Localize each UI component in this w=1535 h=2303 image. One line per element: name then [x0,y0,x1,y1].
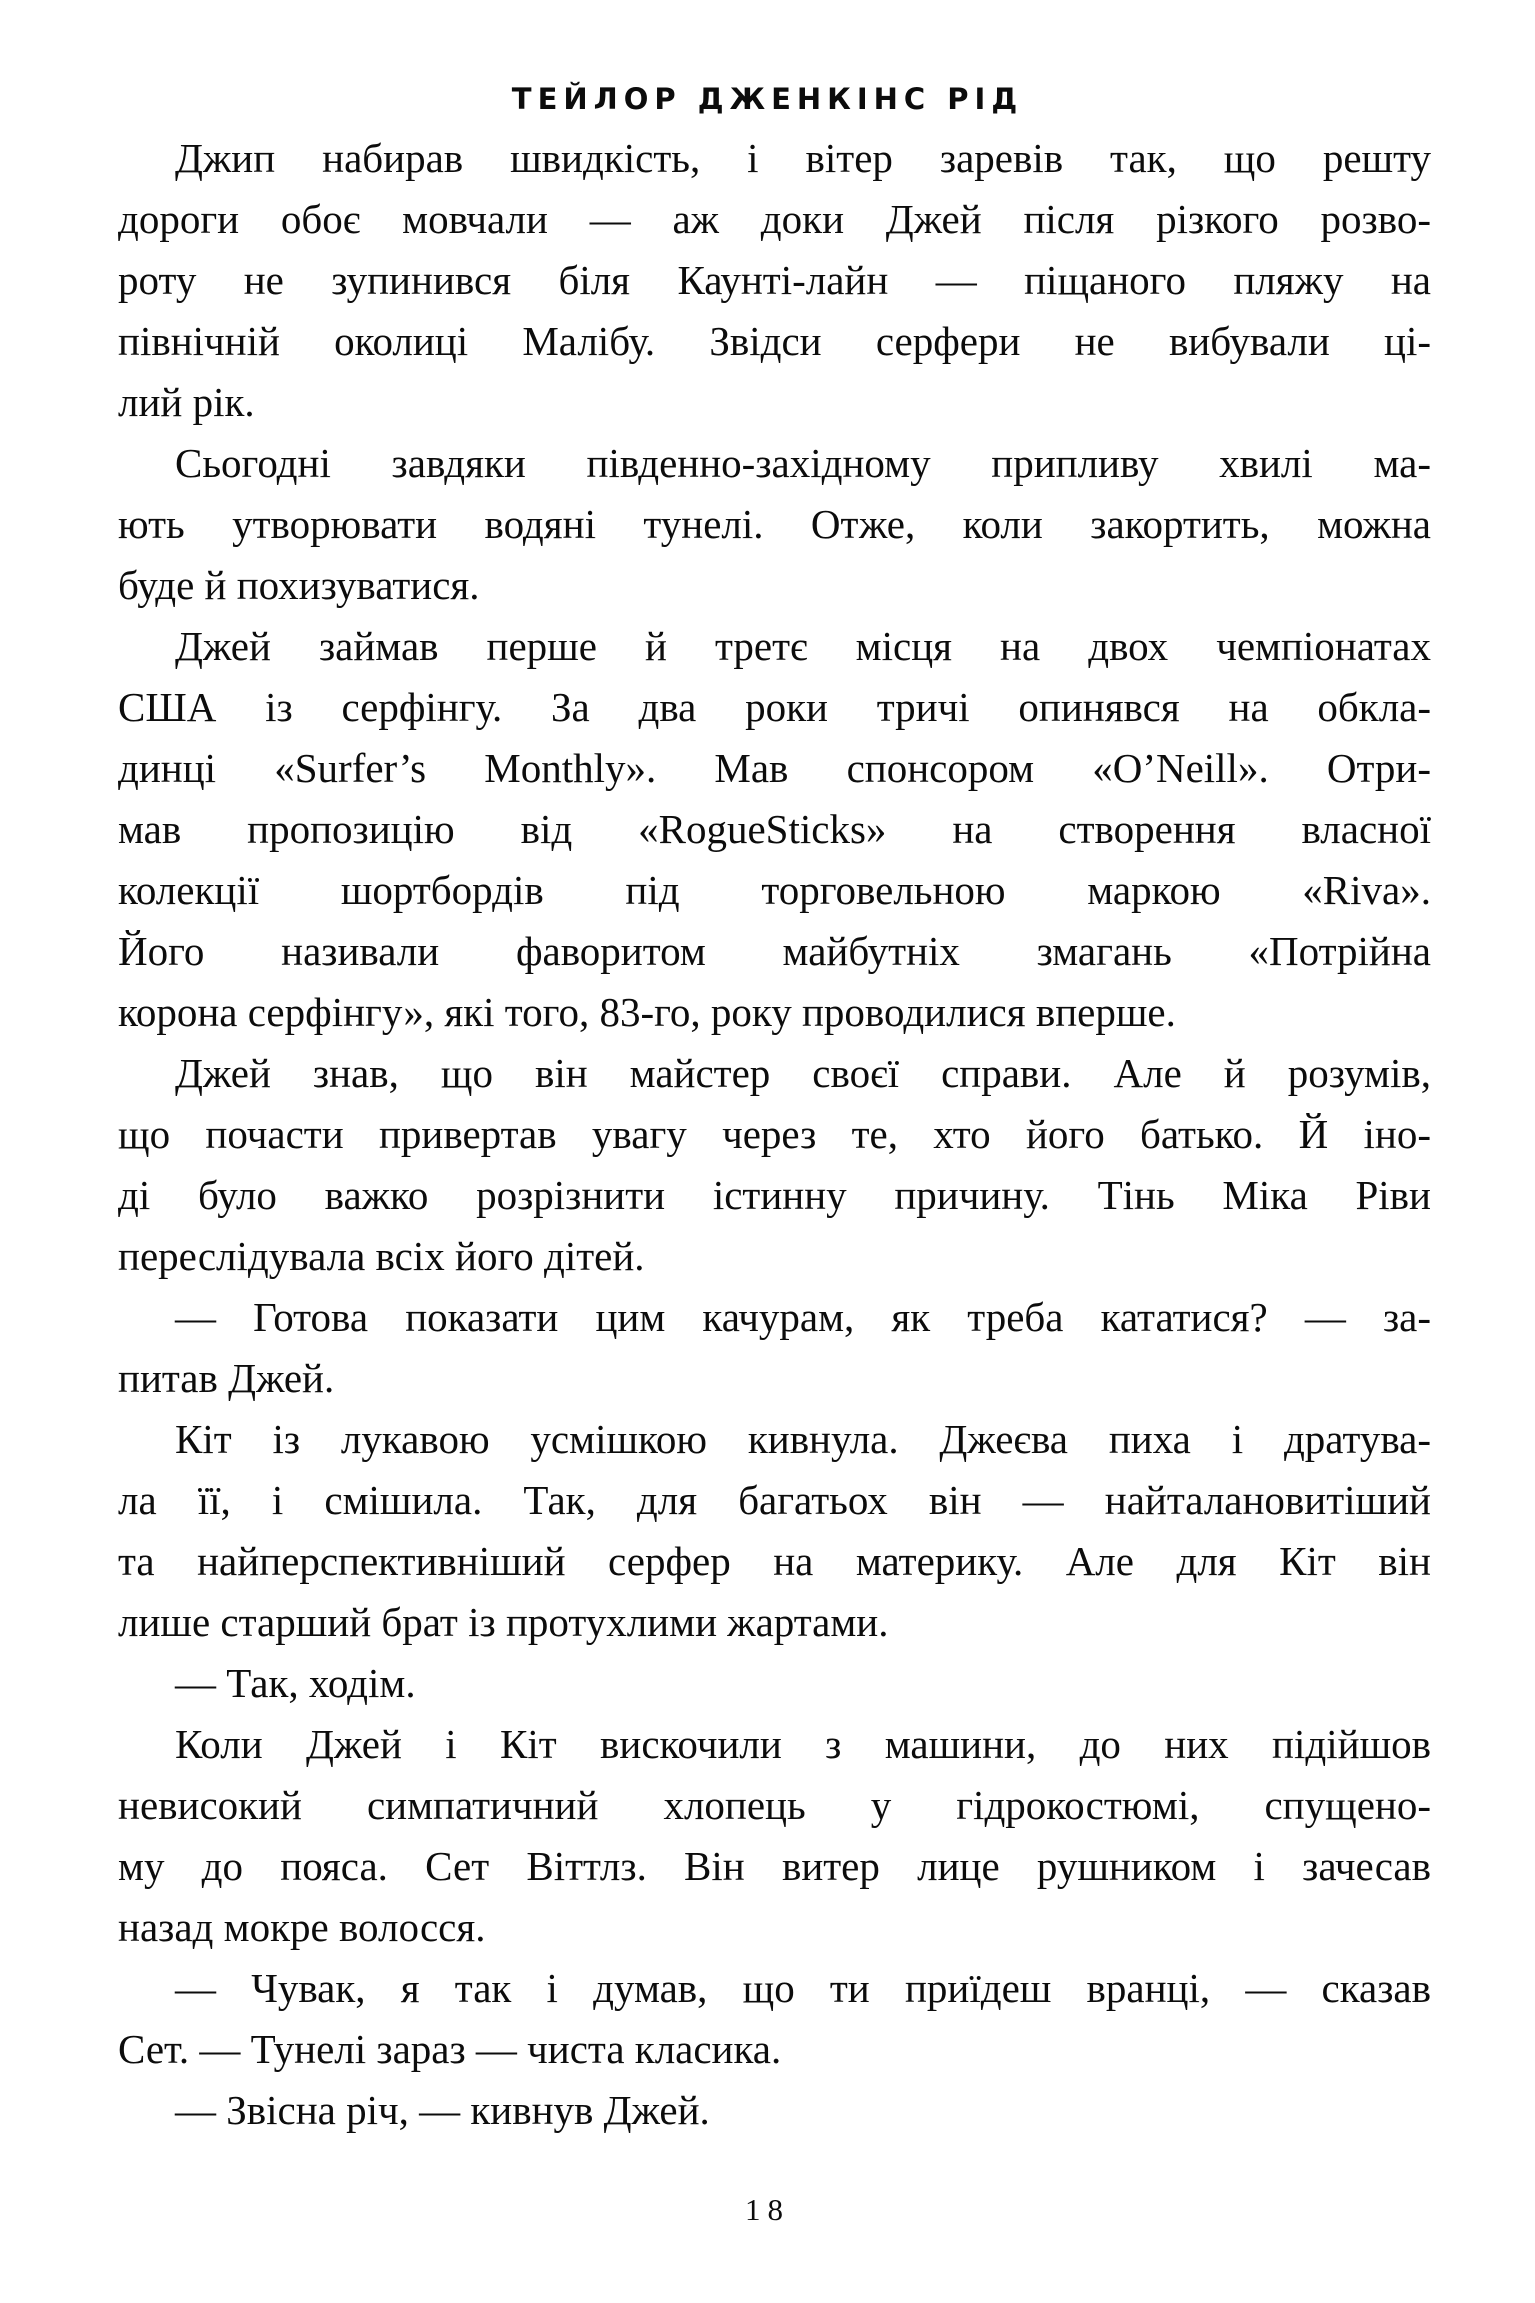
text-line: Сьогодні завдяки південно-західному припливу хвилі ма- [175,440,1431,486]
text-line: США із серфінгу. За два роки тричі опинявся на обкла- [118,684,1431,730]
paragraph [118,2080,1431,2141]
text-line: мав пропозицію від «RogueSticks» на створення власної [118,806,1431,852]
text-line: роту не зупинився біля Каунті-лайн — піщаного пляжу на [118,257,1431,303]
text-line: ють утворювати водяні тунелі. Отже, коли закортить, можна [118,501,1431,547]
text-line: ла її, і смішила. Так, для багатьох він — найталановитіший [118,1477,1431,1523]
text-line: — Звісна річ, — кивнув Джей. [175,2087,710,2133]
text-line: Його називали фаворитом майбутніх змагань «Потрійна [118,928,1431,974]
text-line: назад мокре волосся. [118,1904,486,1950]
text-line: ді було важко розрізнити істинну причину. Тінь Міка Ріви [118,1172,1431,1218]
text-line: північній околиці Малібу. Звідси серфери не вибували ці- [118,318,1431,364]
text-line: Джей знав, що він майстер своєї справи. Але й розумів, [175,1050,1431,1096]
text-line: — Чувак, я так і думав, що ти приїдеш вранці, — сказав [175,1965,1431,2011]
paragraph [118,1409,1431,1653]
text-line: дороги обоє мовчали — аж доки Джей після різкого розво- [118,196,1431,242]
text-line: Коли Джей і Кіт вискочили з машини, до них підійшов [175,1721,1431,1767]
text-line: Джип набирав швидкість, і вітер заревів так, що решту [175,135,1431,181]
text-line: та найперспективніший серфер на материку. Але для Кіт він [118,1538,1431,1584]
text-line: буде й похизуватися. [118,562,480,608]
text-line: корона серфінгу», які того, 83-го, року проводилися вперше. [118,989,1176,1035]
paragraph [118,616,1431,1043]
text-line: динці «Surfer’s Monthly». Мав спонсором «O’Neill». Отри- [118,745,1431,791]
text-line: що почасти привертав увагу через те, хто його батько. Й іно- [118,1111,1431,1157]
text-line: — Готова показати цим качурам, як треба кататися? — за- [175,1294,1431,1340]
paragraph [118,1653,1431,1714]
text-line: лий рік. [118,379,255,425]
text-line: Сет. — Тунелі зараз — чиста класика. [118,2026,782,2072]
text-line: лише старший брат із протухлими жартами. [118,1599,889,1645]
text-line: Джей займав перше й третє місця на двох чемпіонатах [175,623,1431,669]
text-line: питав Джей. [118,1355,335,1401]
paragraph [118,433,1431,616]
body-text [118,128,1431,2141]
text-line: Кіт із лукавою усмішкою кивнула. Джеєва пиха і дратува- [175,1416,1431,1462]
paragraph [118,1043,1431,1287]
page-number: 18 [745,2192,790,2227]
paragraph [118,1287,1431,1409]
running-header: ТЕЙЛОР ДЖЕНКІНС РІД [511,82,1024,116]
text-line: — Так, ходім. [175,1660,416,1706]
text-line: му до пояса. Сет Віттлз. Він витер лице рушником і зачесав [118,1843,1431,1889]
text-line: невисокий симпатичний хлопець у гідрокостюмі, спущено- [118,1782,1431,1828]
paragraph [118,1714,1431,1958]
text-line: колекції шортбордів під торговельною маркою «Riva». [118,867,1431,913]
text-line: переслідувала всіх його дітей. [118,1233,645,1279]
paragraph [118,1958,1431,2080]
paragraph [118,128,1431,433]
